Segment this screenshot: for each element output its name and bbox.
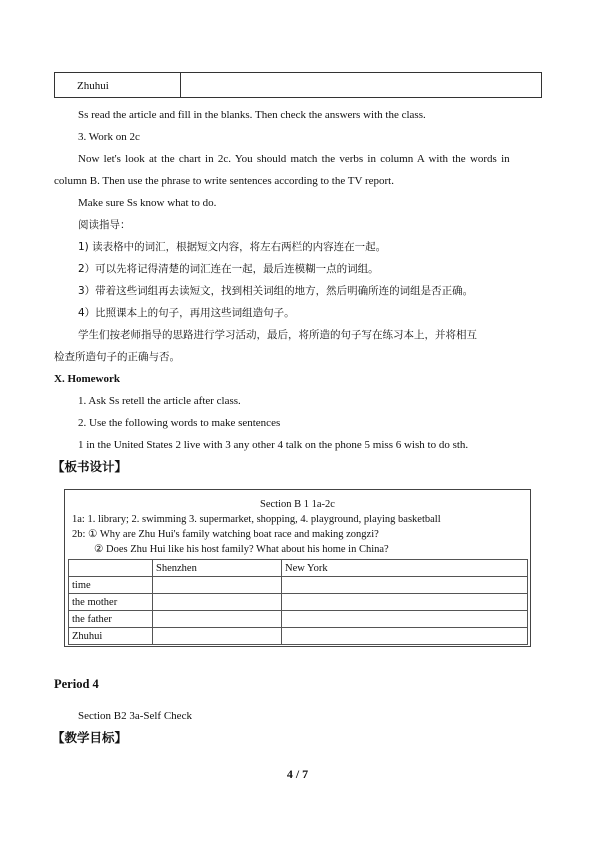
table-cell: Zhuhui (69, 628, 153, 645)
board-title: Section B 1 1a-2c (260, 499, 335, 510)
paragraph: 3）带着这些词组再去读短文，找到相关词组的地方，然后明确所连的词组是否正确。 (78, 285, 474, 297)
board-table (68, 559, 528, 645)
table-header: New York (282, 560, 528, 577)
table-cell (282, 577, 528, 594)
paragraph: 检查所造句子的正确与否。 (54, 351, 180, 363)
table-cell (153, 611, 282, 628)
table-row (69, 594, 528, 611)
table-header (69, 560, 153, 577)
section-label: Section B2 3a-Self Check (78, 710, 192, 722)
table-cell: time (69, 577, 153, 594)
paragraph: Ss read the article and fill in the blanks. Then check the answers with the class. (78, 109, 426, 121)
paragraph: Make sure Ss know what to do. (78, 197, 217, 209)
table-header-row (69, 560, 528, 577)
board-heading: 【板书设计】 (52, 459, 128, 474)
paragraph: 阅读指导： (78, 219, 131, 231)
paragraph: 3. Work on 2c (78, 131, 140, 143)
board-design-box (64, 489, 531, 647)
table-row (69, 611, 528, 628)
paragraph: 学生们按老师指导的思路进行学习活动，最后，将所造的句子写在练习本上，并将相互 (78, 329, 477, 341)
table-cell (282, 611, 528, 628)
table-cell (153, 628, 282, 645)
table-cell-label: Zhuhui (55, 73, 181, 97)
objectives-heading: 【教学目标】 (52, 730, 128, 745)
homework-item: 2. Use the following words to make sentences (78, 417, 281, 429)
table-row (69, 577, 528, 594)
board-line-1a: 1a: 1. library; 2. swimming 3. supermarket, shopping, 4. playground, playing basketball (72, 514, 441, 525)
table-header: Shenzhen (153, 560, 282, 577)
table-cell (282, 594, 528, 611)
top-table (54, 72, 542, 98)
paragraph: 4）比照课本上的句子，再用这些词组造句子。 (78, 307, 295, 319)
table-cell: the father (69, 611, 153, 628)
table-cell (153, 577, 282, 594)
table-row (69, 628, 528, 645)
period-title: Period 4 (54, 677, 99, 691)
page-number: 4 / 7 (286, 767, 309, 781)
homework-item: 1. Ask Ss retell the article after class. (78, 395, 241, 407)
paragraph: 1) 读表格中的词汇，根据短文内容，将左右两栏的内容连在一起。 (78, 241, 387, 253)
table-cell-empty (181, 73, 541, 97)
table-cell (282, 628, 528, 645)
paragraph: 2）可以先将记得清楚的词汇连在一起，最后连模糊一点的词组。 (78, 263, 379, 275)
board-line-2b: 2b: ① Why are Zhu Hui's family watching boat race and making zongzi? (72, 529, 379, 540)
paragraph: Now let's look at the chart in 2c. You should match the verbs in column A with the words in (78, 153, 510, 165)
section-heading: X. Homework (54, 373, 120, 385)
paragraph: column B. Then use the phrase to write sentences according to the TV report. (54, 175, 394, 187)
table-cell (153, 594, 282, 611)
homework-item: 1 in the United States 2 live with 3 any other 4 talk on the phone 5 miss 6 wish to do sth. (78, 439, 469, 451)
table-cell: the mother (69, 594, 153, 611)
board-line-2b: ② Does Zhu Hui like his host family? What about his home in China? (94, 544, 389, 555)
